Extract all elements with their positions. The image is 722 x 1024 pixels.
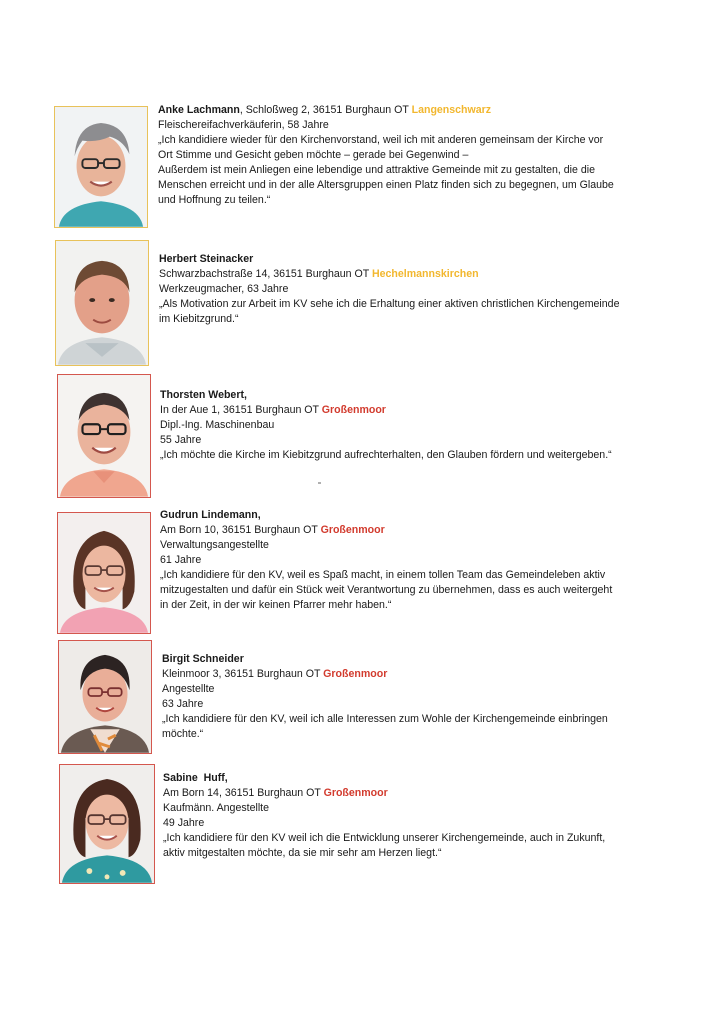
candidate-address: Kleinmoor 3, 36151 Burghaun OT [162,668,324,680]
scan-speck [318,482,321,484]
candidate-quote-line: „Ich kandidiere für den KV, weil ich alle Interessen zum Wohle der Kirchengemeinde einbringen [162,713,608,725]
candidate-age: 63 Jahre [162,698,204,710]
portrait-photo [59,764,155,884]
candidate-quote-line: aktiv mitgestalten möchte, da sie mir sehr am Herzen liegt.“ [163,847,442,859]
candidate-address: Am Born 10, 36151 Burghaun OT [160,524,321,536]
candidate-ortsteil: Langenschwarz [411,104,492,116]
candidate-quote-line: „Ich kandidiere für den KV weil ich die Entwicklung unserer Kirchengemeinde, auch in Zukunft, [163,832,606,844]
candidate-name: Birgit Schneider [162,653,244,665]
portrait-photo [54,106,148,228]
candidate-ortsteil: Großenmoor [323,787,388,799]
candidate-quote-line: in der Zeit, in der wir keinen Pfarrer mehr haben.“ [160,599,392,611]
candidate-address: In der Aue 1, 36151 Burghaun OT [160,404,322,416]
candidate-quote-line: „Als Motivation zur Arbeit im KV sehe ich die Erhaltung einer aktiven christlichen Kirchengemeinde [159,298,620,310]
candidate-name: Anke Lachmann [158,104,240,116]
candidate-ortsteil: Hechelmannskirchen [371,268,479,280]
candidate-quote-line: und Hoffnung zu teilen.“ [158,194,271,206]
portrait-photo [58,640,152,754]
portrait-birgit-schneider-image [59,641,151,753]
candidate-age: 55 Jahre [160,434,202,446]
candidate-name: Herbert Steinacker [159,253,254,265]
candidate-quote-line: Außerdem ist mein Anliegen eine lebendige und attraktive Gemeinde mit zu gestalten, die die [158,164,595,176]
portrait-photo [57,374,151,498]
candidate-occupation: Verwaltungsangestellte [160,539,269,551]
candidate-quote-line: möchte.“ [162,728,204,740]
candidate-address: Am Born 14, 36151 Burghaun OT [163,787,324,799]
candidate-quote-line: Ort Stimme und Gesicht geben möchte – gerade bei Gegenwind – [158,149,469,161]
candidate-quote-line: „Ich kandidiere wieder für den Kirchenvorstand, weil ich mit anderen gemeinsam der Kirche vor [158,134,604,146]
candidate-occupation: Fleischereifachverkäuferin, 58 Jahre [158,119,329,131]
portrait-photo [57,512,151,634]
portrait-thorsten-webert-image [58,375,150,497]
candidate-occupation: Kaufmänn. Angestellte [163,802,270,814]
candidate-name: Sabine Huff, [163,772,228,784]
candidate-name: Thorsten Webert, [160,389,247,401]
candidate-occupation: Dipl.-Ing. Maschinenbau [160,419,275,431]
candidate-address: Schwarzbachstraße 14, 36151 Burghaun OT [159,268,372,280]
candidate-quote-line: „Ich möchte die Kirche im Kiebitzgrund aufrechterhalten, den Glauben fördern und weitergeben.“ [160,449,612,461]
portrait-anke-lachmann-image [55,107,147,227]
candidate-occupation: Werkzeugmacher, 63 Jahre [159,283,289,295]
candidate-ortsteil: Großenmoor [321,404,386,416]
candidate-quote-line: mitzugestalten und dafür ein Stück weit Verantwortung zu übernehmen, dass es auch weitergeht [160,584,613,596]
candidate-name: Gudrun Lindemann, [160,509,261,521]
candidate-occupation: Angestellte [162,683,215,695]
candidate-quote-line: Menschen erreicht und in der alle Altersgruppen einen Platz finden sich zu begegnen, um Glaube [158,179,614,191]
name-comma: , [239,104,243,116]
portrait-herbert-steinacker-image [56,241,148,365]
candidate-quote-line: im Kiebitzgrund.“ [159,313,239,325]
candidate-address: Schloßweg 2, 36151 Burghaun OT [242,104,412,116]
portrait-photo [55,240,149,366]
portrait-sabine-huff-image [60,765,154,883]
candidate-quote-line: „Ich kandidiere für den KV, weil es Spaß macht, in einem tollen Team das Gemeindeleben aktiv [160,569,606,581]
candidate-age: 61 Jahre [160,554,202,566]
portrait-gudrun-lindemann-image [58,513,150,633]
candidate-age: 49 Jahre [163,817,205,829]
candidate-ortsteil: Großenmoor [320,524,385,536]
candidate-ortsteil: Großenmoor [323,668,388,680]
